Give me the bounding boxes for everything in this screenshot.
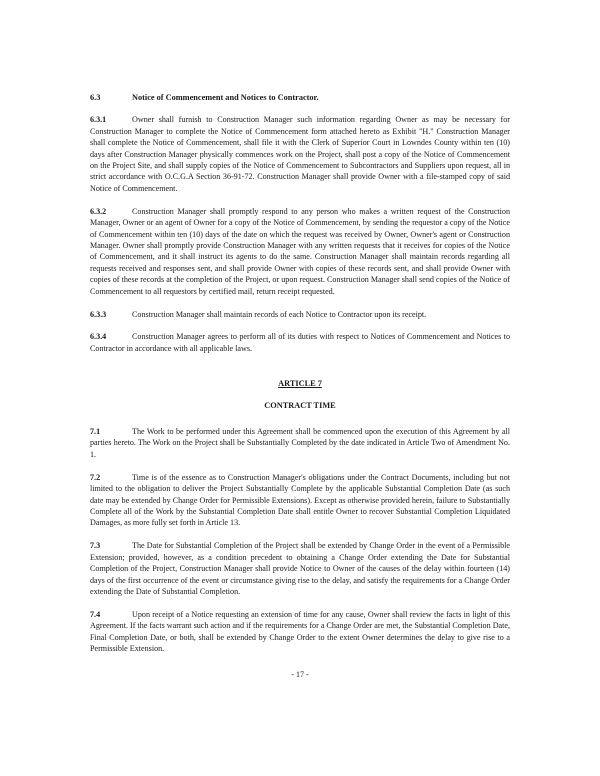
section-heading-6-3 [90,92,510,103]
paragraph-7-4 [90,609,510,655]
paragraph-text: Construction Manager agrees to perform all of its duties with respect to Notices of Commencement and Notices to Contractor in accordance with all applicable laws. [90,332,510,353]
paragraph-6-3-3 [90,309,510,320]
paragraph-6-3-4 [90,331,510,354]
paragraph-7-3 [90,540,510,597]
paragraph-text: Owner shall furnish to Construction Manager such information regarding Owner as may be necessary for Construction Manager to complete the Notice of Commencement form attached hereto as Exhibit "H." Construction Manager shall complete the Notice of Commencement, shall file it with the Clerk of Superior Court in Lowndes County within ten (10) days after Construction Manager physically commences work on the Project, shall post a copy of the Notice of Commencement on the Project Site, and shall supply copies of the Notice of Commencement to Subcontractors and Suppliers upon request, all in strict accordance with O.C.G.A Section 36-91-72. Construction Manager shall provide Owner with a file-stamped copy of said Notice of Commencement. [90,115,510,193]
paragraph-6-3-2 [90,206,510,297]
paragraph-text: The Date for Substantial Completion of the Project shall be extended by Change Order in the event of a Permissible Extension; provided, however, as a condition precedent to obtaining a Change Order extending the Date for Substantial Completion of the Project, Construction Manager shall provide Notice to Owner of the causes of the delay within fourteen (14) days of the first occurrence of the event or circumstance giving rise to the delay, and satisfy the requirements for a Change Order extending the Date of Substantial Completion. [90,541,510,596]
page-number: - 17 - [291,670,309,679]
section-title: Notice of Commencement and Notices to Contractor. [132,93,319,102]
paragraph-number: 7.4 [90,609,101,619]
paragraph-6-3-1 [90,114,510,194]
paragraph-7-1 [90,426,510,460]
paragraph-7-2 [90,472,510,529]
paragraph-number: 7.2 [90,472,101,482]
paragraph-number: 7.3 [90,541,101,551]
paragraph-number: 6.3.2 [90,206,107,216]
paragraph-number: 7.1 [90,427,101,437]
paragraph-text: Upon receipt of a Notice requesting an extension of time for any cause, Owner shall review the facts in light of this Agreement. If the facts warrant such action and if the requirements for a Change Order are met, the Substantial Completion Date, Final Completion Date, or both, shall be extended by Change Order to the extent Owner determines the delay to give rise to a Permissible Extension. [90,609,510,654]
paragraph-text: Construction Manager shall maintain records of each Notice to Contractor upon its receipt. [132,309,427,319]
paragraph-number: 6.3.1 [90,115,107,125]
article-subtitle: CONTRACT TIME [264,400,336,410]
paragraph-text: The Work to be performed under this Agreement shall be commenced upon the execution of this Agreement by all parties hereto. The Work on the Project shall be Substantially Completed by the date indicated in Article Two of Amendment No. 1. [90,427,510,459]
paragraph-number: 6.3.3 [90,309,107,319]
section-number: 6.3 [90,93,101,102]
paragraph-text: Construction Manager shall promptly respond to any person who makes a written request of the Construction Manager, Owner or an agent of Owner for a copy of the Notice of Commencement, by sending the requestor a copy of the Notice of Commencement within ten (10) days of the date on which the request was received by Owner, Owner's agent or Construction Manager. Owner shall promptly provide Construction Manager with any written requests that it receives for copies of the Notice of Commencement, and it shall instruct its agents to do the same. Construction Manager shall maintain records regarding all requests received and responses sent, and shall provide Owner with copies of these records sent, and shall provide Owner with copies of these records at the completion of the Project, or upon request. Construction Manager shall send copies of the Notice of Commencement to all requestors by certified mail, return receipt requested. [90,206,510,296]
paragraph-number: 6.3.4 [90,332,107,342]
document-page [90,92,510,666]
article-title: ARTICLE 7 [278,379,322,389]
paragraph-text: Time is of the essence as to Construction Manager's obligations under the Contract Documents, including but not limited to the obligation to deliver the Project Substantially Complete by the applicable Substantial Completion Date (as such date may be extended by Change Order for Permissible Extensions). Except as otherwise provided herein, failure to Substantially Complete all of the Work by the Substantial Completion Date shall entitle Owner to recover Substantial Completion Liquidated Damages, as more fully set forth in Article 13. [90,472,510,528]
